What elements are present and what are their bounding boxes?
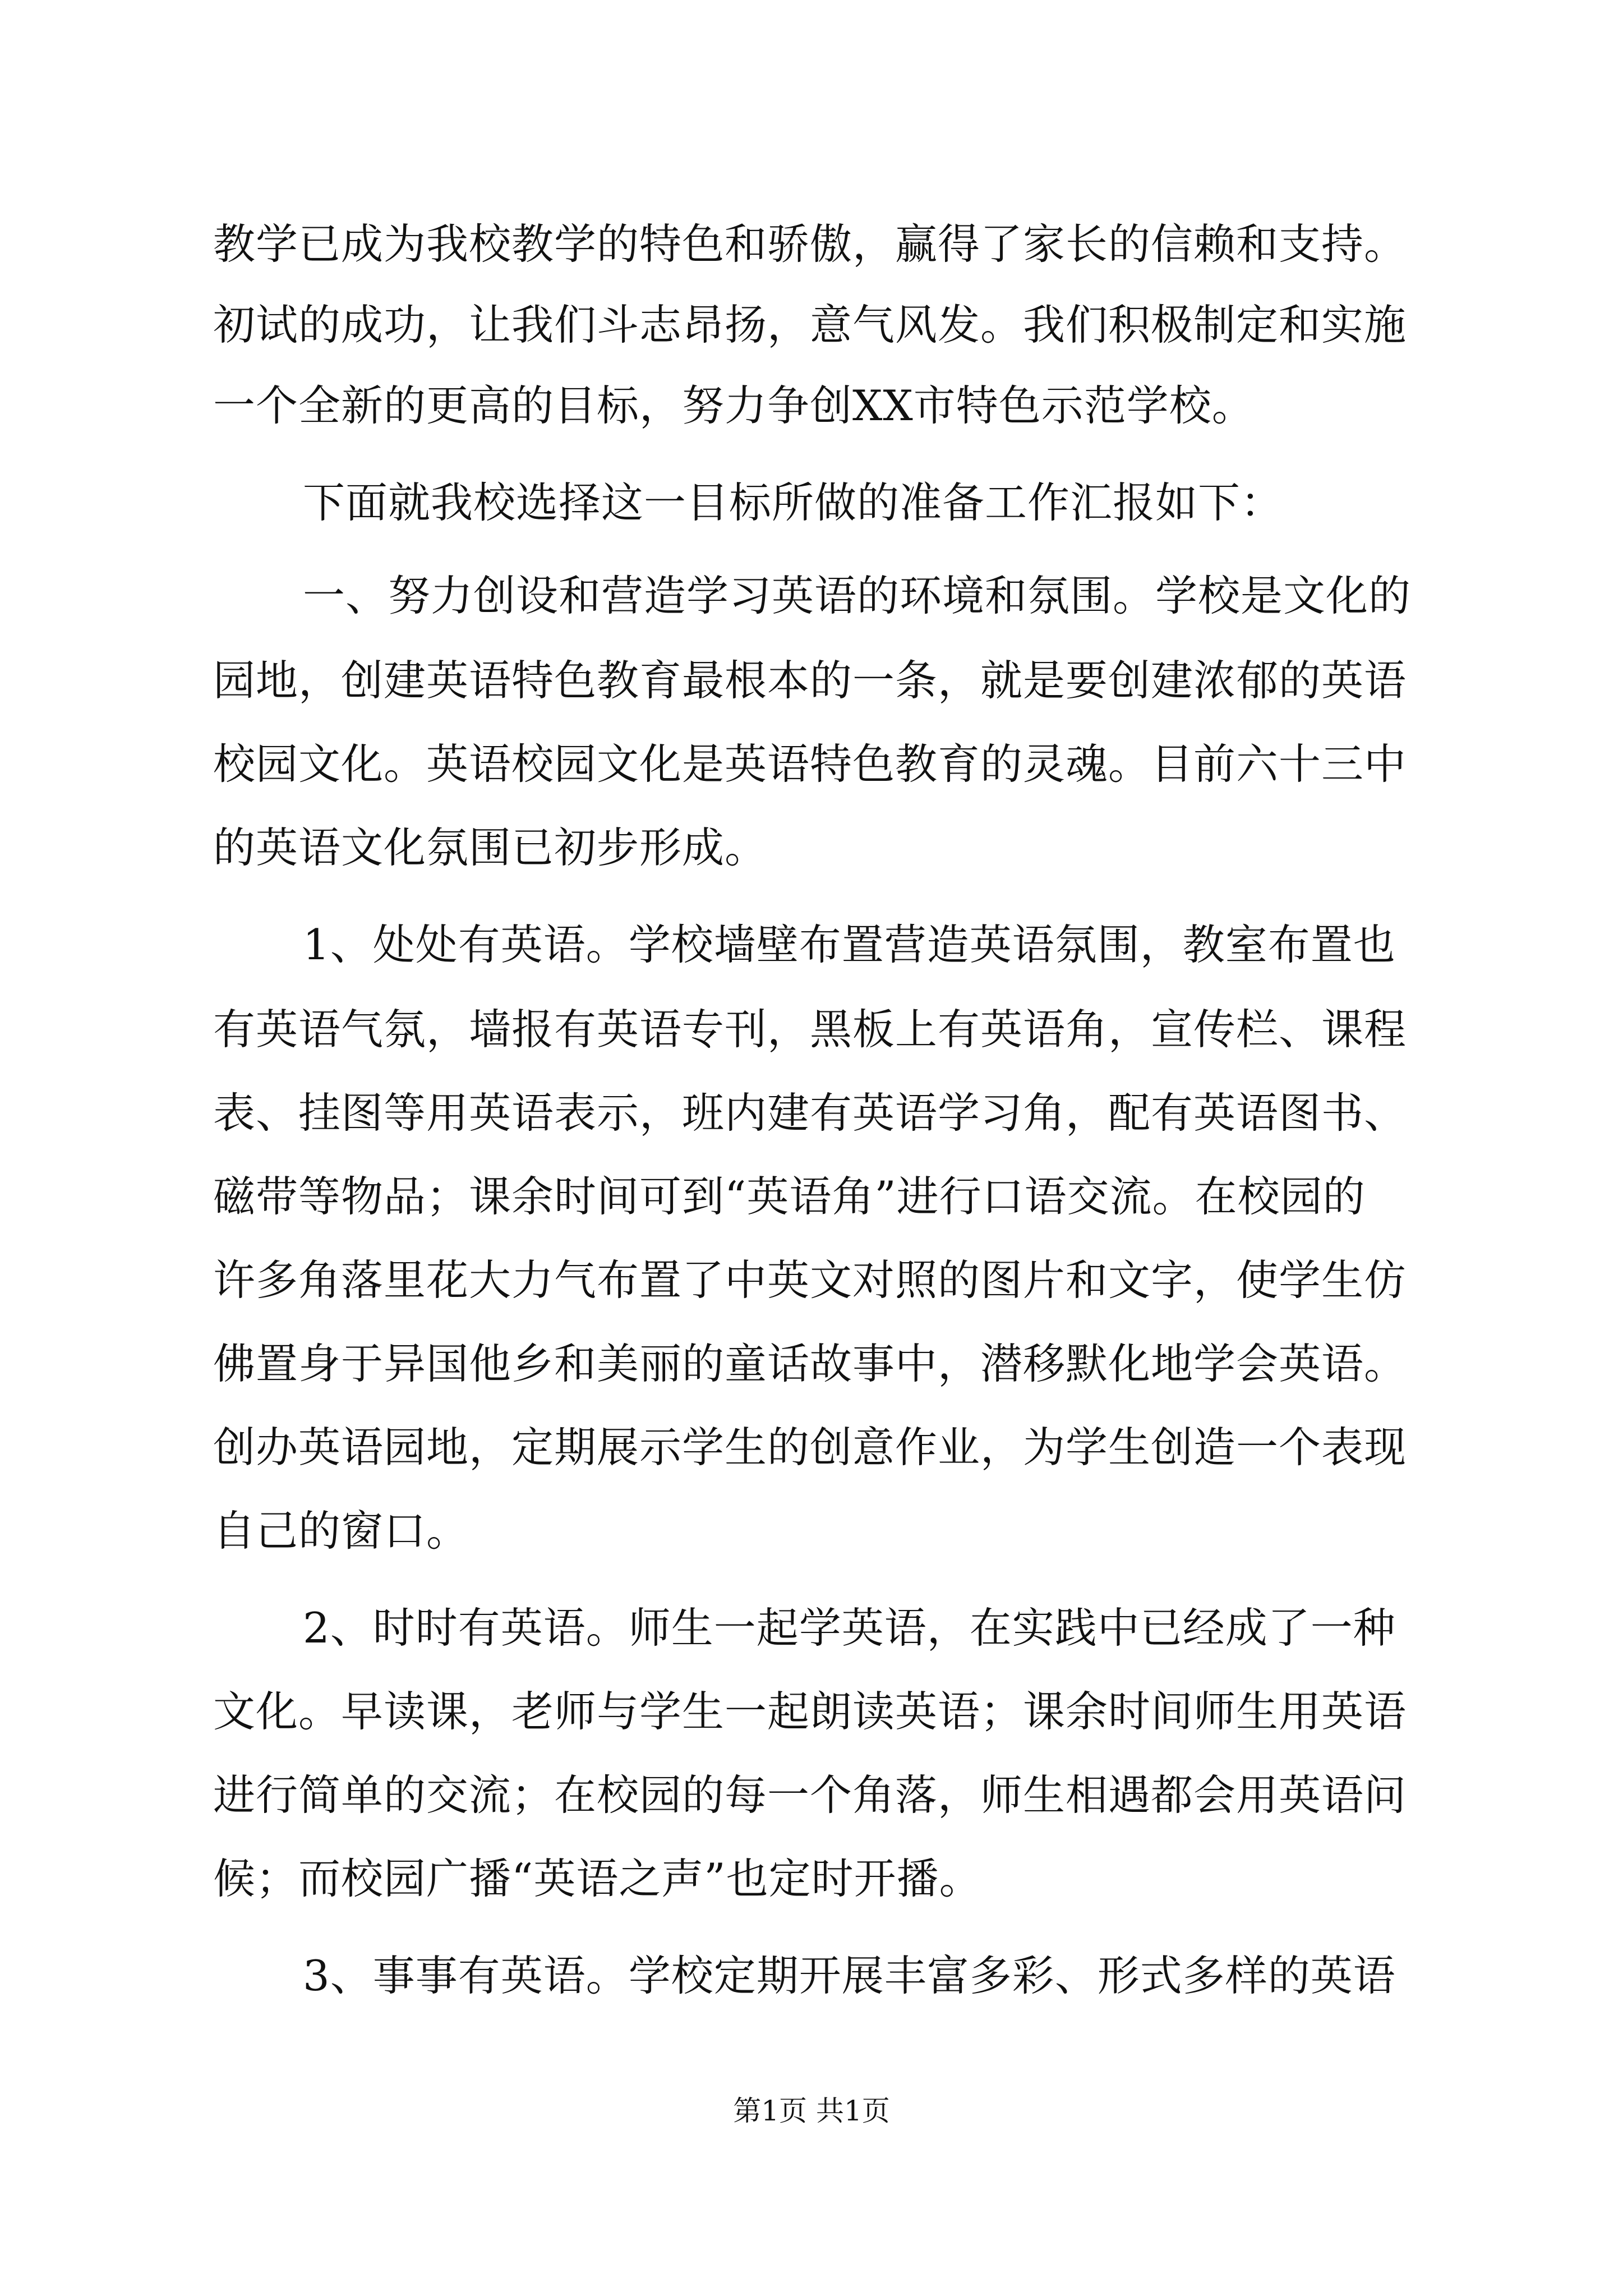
body-line-7: 校园文化。英语校园文化是英语特色教育的灵魂。目前六十三中 xyxy=(213,739,1407,789)
body-line-18: 文化。早读课，老师与学生一起朗读英语；课余时间师生用英语 xyxy=(213,1687,1407,1736)
body-line-5: 一、努力创设和营造学习英语的环境和氛围。学校是文化的 xyxy=(303,571,1412,620)
body-line-12: 磁带等物品；课余时间可到“英语角”进行口语交流。在校园的 xyxy=(213,1172,1366,1221)
body-line-6: 园地，创建英语特色教育最根本的一条，就是要创建浓郁的英语 xyxy=(213,656,1407,705)
body-line-4: 下面就我校选择这一目标所做的准备工作汇报如下： xyxy=(303,478,1284,527)
body-line-14: 佛置身于异国他乡和美丽的童话故事中，潜移默化地学会英语。 xyxy=(213,1339,1407,1388)
body-line-15: 创办英语园地，定期展示学生的创意作业，为学生创造一个表现 xyxy=(213,1423,1407,1472)
body-line-19: 进行简单的交流；在校园的每一个角落，师生相遇都会用英语问 xyxy=(213,1770,1407,1820)
page-footer: 第1页 共1页 xyxy=(733,2095,890,2127)
body-line-16: 自己的窗口。 xyxy=(213,1506,469,1556)
body-line-10: 有英语气氛，墙报有英语专刊，黑板上有英语角，宣传栏、课程 xyxy=(213,1005,1407,1054)
body-line-21: 3、事事有英语。学校定期开展丰富多彩、形式多样的英语 xyxy=(303,1951,1396,2000)
body-line-17: 2、时时有英语。师生一起学英语，在实践中已经成了一种 xyxy=(303,1603,1396,1653)
body-line-20: 候；而校园广播“英语之声”也定时开播。 xyxy=(213,1854,982,1903)
body-line-9: 1、处处有英语。学校墙壁布置营造英语氛围，教室布置也 xyxy=(303,920,1396,969)
body-line-11: 表、挂图等用英语表示，班内建有英语学习角，配有英语图书、 xyxy=(213,1088,1407,1138)
body-line-1: 教学已成为我校教学的特色和骄傲，赢得了家长的信赖和支持。 xyxy=(213,219,1407,269)
body-line-2: 初试的成功，让我们斗志昂扬，意气风发。我们积极制定和实施 xyxy=(213,300,1407,349)
body-line-8: 的英语文化氛围已初步形成。 xyxy=(213,823,768,872)
body-line-13: 许多角落里花大力气布置了中英文对照的图片和文字，使学生仿 xyxy=(213,1255,1407,1305)
body-line-3: 一个全新的更高的目标，努力争创XX市特色示范学校。 xyxy=(213,381,1255,430)
